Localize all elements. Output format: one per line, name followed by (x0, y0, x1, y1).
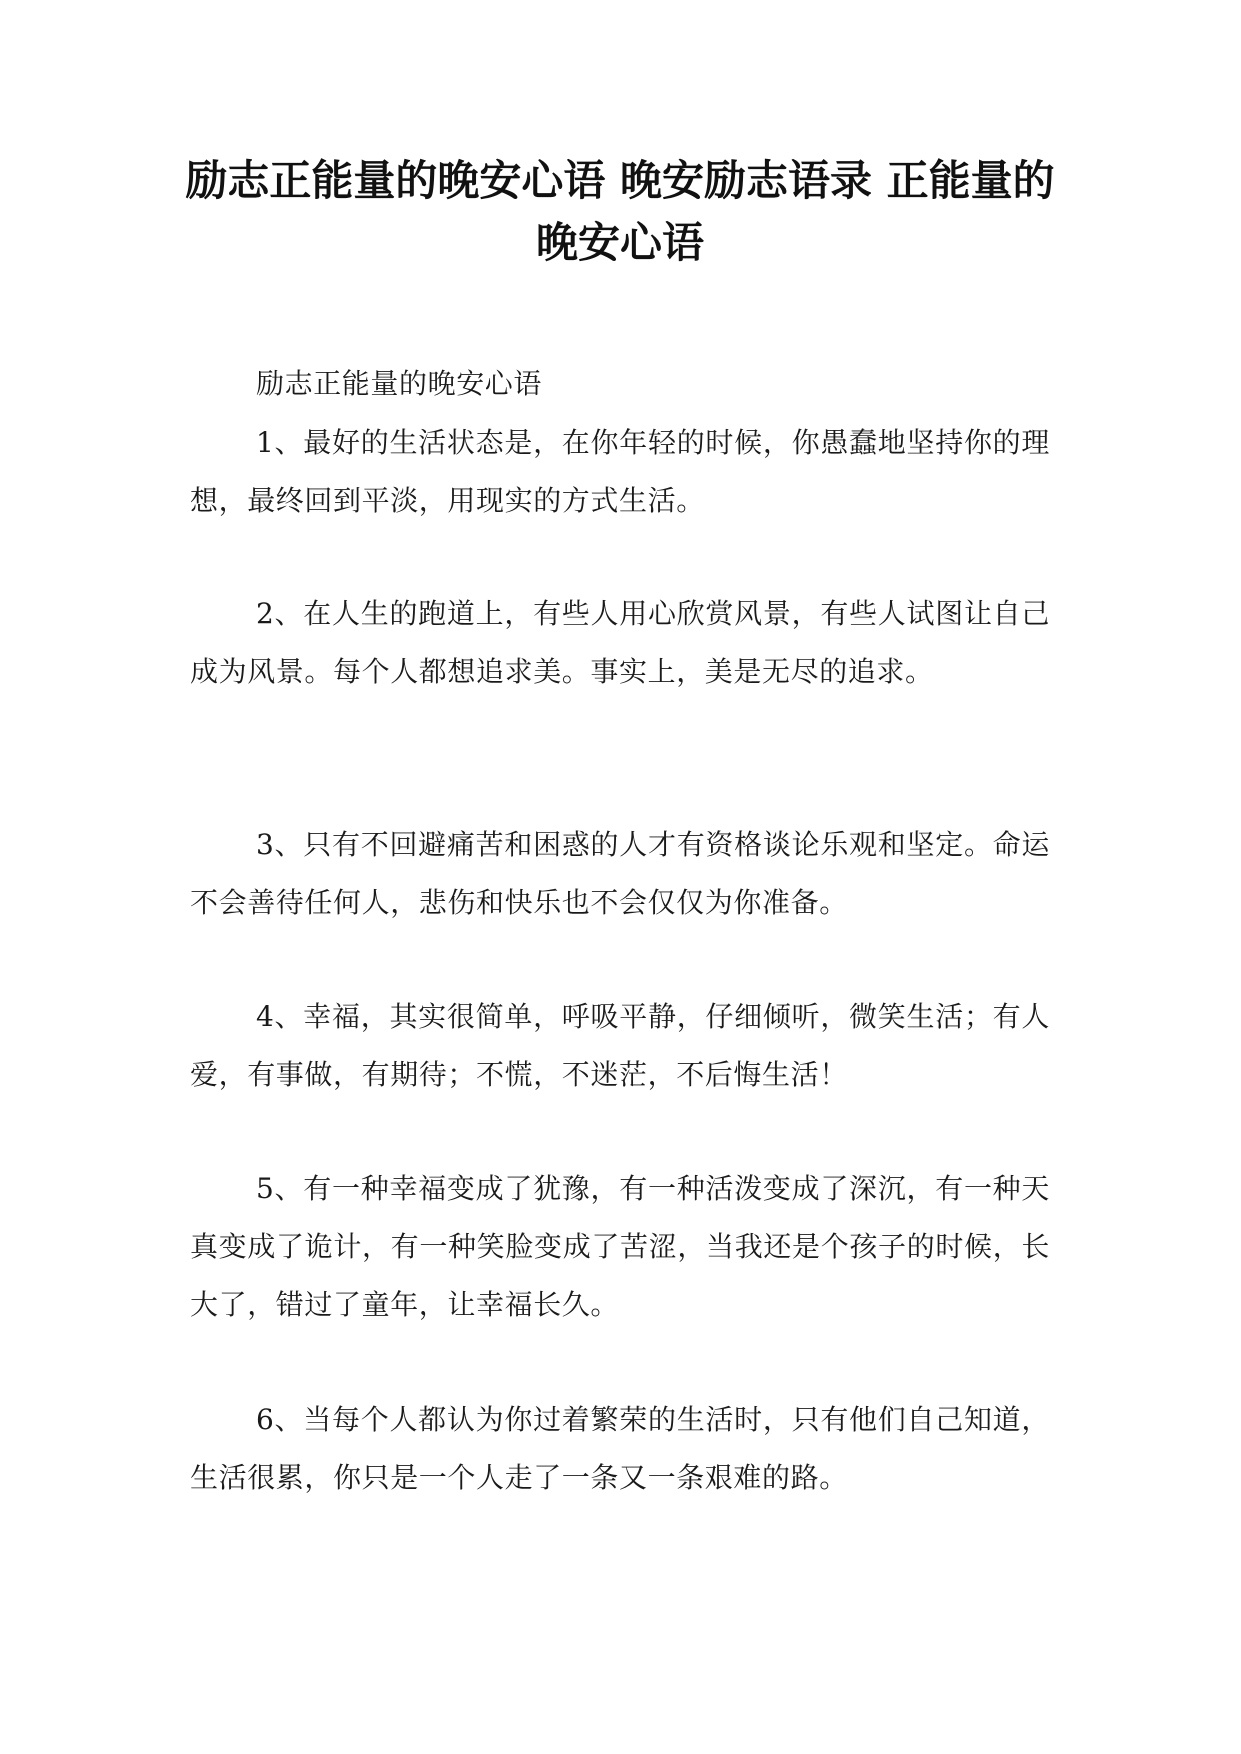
paragraph-2: 2、在人生的跑道上，有些人用心欣赏风景，有些人试图让自己成为风景。每个人都想追求美。事实上，美是无尽的追求。 (190, 597, 1050, 688)
section-subheading: 励志正能量的晚安心语 (256, 367, 543, 400)
paragraph-5: 5、有一种幸福变成了犹豫，有一种活泼变成了深沉，有一种天真变成了诡计，有一种笑脸变成了苦涩，当我还是个孩子的时候，长大了，错过了童年，让幸福长久。 (190, 1172, 1050, 1321)
paragraph-6: 6、当每个人都认为你过着繁荣的生活时，只有他们自己知道，生活很累，你只是一个人走了一条又一条艰难的路。 (190, 1403, 1050, 1494)
paragraph-3: 3、只有不回避痛苦和困惑的人才有资格谈论乐观和坚定。命运不会善待任何人，悲伤和快乐也不会仅仅为你准备。 (190, 828, 1050, 919)
paragraph-1: 1、最好的生活状态是，在你年轻的时候，你愚蠢地坚持你的理想，最终回到平淡，用现实的方式生活。 (190, 426, 1050, 517)
document-title: 励志正能量的晚安心语 晚安励志语录 正能量的晚安心语 (185, 156, 1055, 267)
paragraph-4: 4、幸福，其实很简单，呼吸平静，仔细倾听，微笑生活；有人爱，有事做，有期待；不慌，不迷茫，不后悔生活！ (190, 1000, 1050, 1091)
